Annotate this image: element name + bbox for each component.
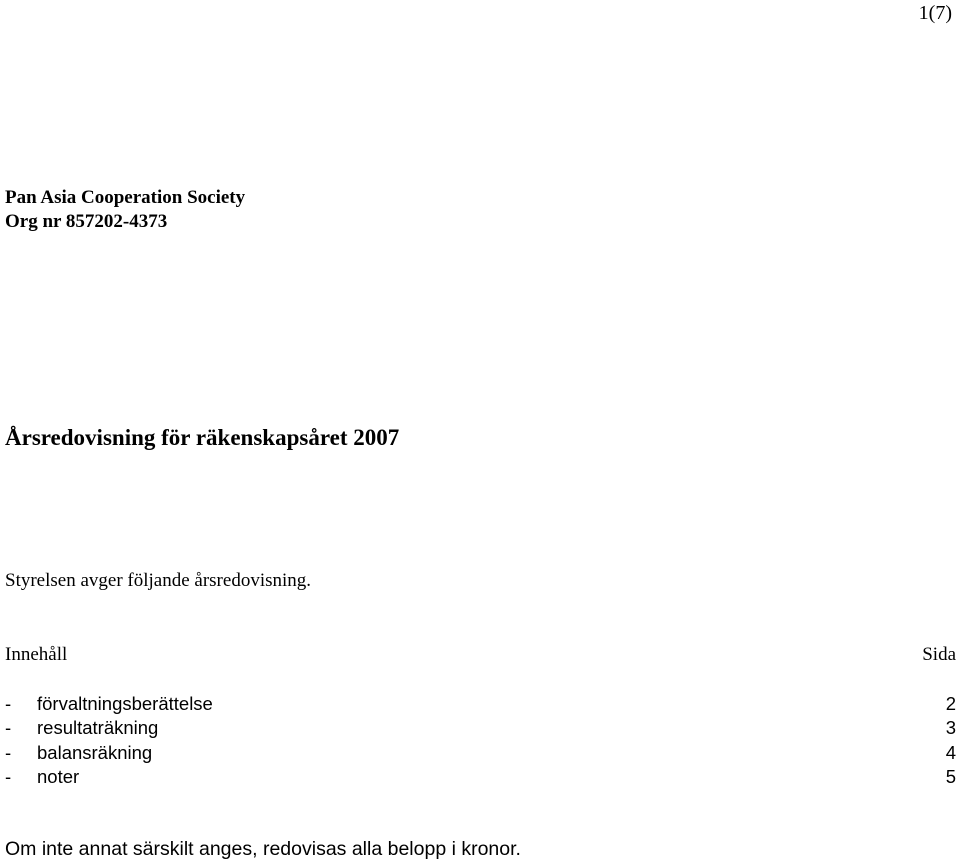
contents-page-header: Sida — [922, 644, 956, 665]
organization-number: Org nr 857202-4373 — [5, 211, 168, 232]
toc-label: förvaltningsberättelse — [37, 693, 213, 714]
intro-text: Styrelsen avger följande årsredovisning. — [5, 570, 312, 591]
organization-name: Pan Asia Cooperation Society — [5, 187, 246, 208]
toc-page: 4 — [945, 741, 956, 763]
toc-label: resultaträkning — [37, 717, 159, 739]
toc-item — [5, 742, 956, 766]
toc-dash: - — [5, 765, 12, 787]
toc-label: balansräkning — [37, 741, 153, 763]
toc-dash: - — [5, 717, 12, 739]
toc-page: 5 — [945, 765, 956, 787]
toc-dash: - — [5, 693, 12, 714]
toc-item — [5, 693, 956, 717]
page-number: 1(7) — [918, 2, 952, 24]
toc-label: noter — [37, 765, 80, 787]
contents-header — [5, 644, 956, 666]
table-of-contents — [5, 693, 956, 790]
toc-page: 2 — [945, 693, 956, 714]
toc-item — [5, 717, 956, 741]
toc-item — [5, 766, 956, 790]
toc-dash: - — [5, 741, 12, 763]
footer-note: Om inte annat särskilt anges, redovisas alla belopp i kronor. — [5, 838, 521, 860]
contents-header-label: Innehåll — [5, 644, 68, 665]
report-title: Årsredovisning för räkenskapsåret 2007 — [5, 425, 400, 450]
toc-page: 3 — [945, 717, 956, 739]
